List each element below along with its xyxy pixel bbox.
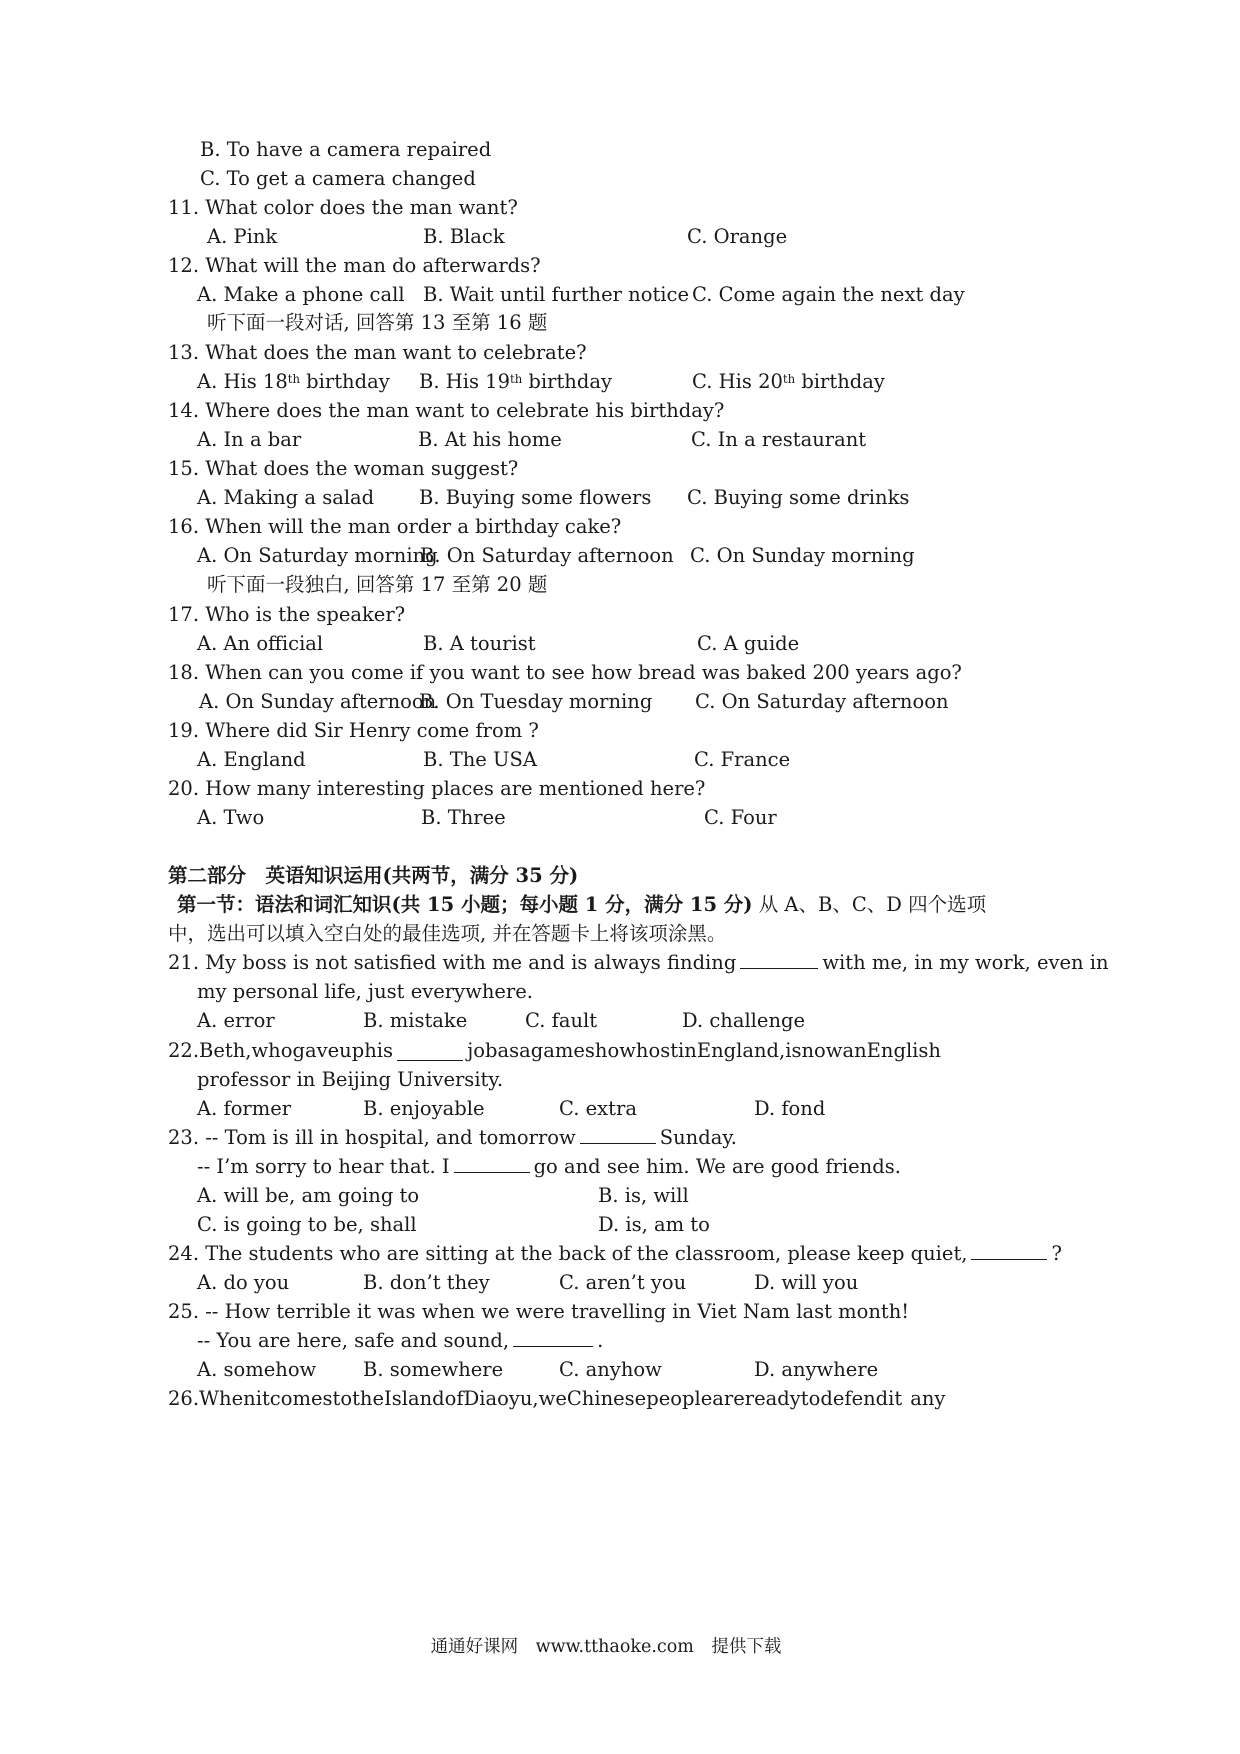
q16-stem: 16. When will the man order a birthday cake? [168,515,622,538]
q11-option-c: C. Orange [687,225,788,248]
q14-option-b: B. At his home [418,428,562,451]
q22-option-b: B. enjoyable [363,1097,485,1120]
q23-option-a: A. will be, am going to [197,1184,420,1207]
q15-option-b: B. Buying some flowers [419,486,652,509]
q19-stem: 19. Where did Sir Henry come from ? [168,719,539,742]
q12-stem: 12. What will the man do afterwards? [168,254,541,277]
q23-blank-1 [580,1142,656,1144]
q16-option-b: B. On Saturday afternoon [420,544,674,567]
q25-option-c: C. anyhow [559,1358,662,1381]
q15-option-c: C. Buying some drinks [687,486,910,509]
q12-option-b: B. Wait until further notice [423,283,689,306]
q13-stem: 13. What does the man want to celebrate? [168,341,587,364]
q23-line1: 23. -- Tom is ill in hospital, and tomorrow Sunday. [168,1126,737,1149]
q24-option-a: A. do you [197,1271,290,1294]
q13-option-b: B. His 19th birthday [419,370,612,393]
q24-option-b: B. don’t they [363,1271,490,1294]
q22-option-d: D. fond [754,1097,826,1120]
q17-option-a: A. An official [197,632,324,655]
q18-stem: 18. When can you come if you want to see how bread was baked 200 years ago? [168,661,962,684]
part-two-heading: 第二部分 英语知识运用(共两节，满分 35 分) [168,864,579,887]
q22-stem-line2: professor in Beijing University. [197,1068,504,1091]
q19-option-c: C. France [694,748,791,771]
instruction-13-16: 听下面一段对话, 回答第 13 至第 16 题 [207,311,548,334]
q23-option-c: C. is going to be, shall [197,1213,417,1236]
q14-stem: 14. Where does the man want to celebrate his birthday? [168,399,725,422]
q10-option-c: C. To get a camera changed [200,167,476,190]
q14-option-a: A. In a bar [197,428,302,451]
q22-blank [397,1059,463,1061]
q11-option-a: A. Pink [207,225,278,248]
q24-option-d: D. will you [754,1271,859,1294]
q24-blank [971,1258,1047,1260]
q19-option-b: B. The USA [423,748,537,771]
q25-line2: -- You are here, safe and sound, . [197,1329,604,1352]
q12-option-c: C. Come again the next day [692,283,965,306]
q25-option-b: B. somewhere [363,1358,504,1381]
q18-option-b: B. On Tuesday morning [419,690,653,713]
q19-option-a: A. England [197,748,306,771]
q11-option-b: B. Black [423,225,505,248]
q18-option-a: A. On Sunday afternoon [199,690,437,713]
q18-option-c: C. On Saturday afternoon [695,690,949,713]
q11-stem: 11. What color does the man want? [168,196,518,219]
q22-stem: 22. Beth, who gave up his job as a game show host in England, is now an English [168,1039,941,1062]
q16-option-c: C. On Sunday morning [690,544,915,567]
q15-option-a: A. Making a salad [197,486,375,509]
q17-option-b: B. A tourist [423,632,536,655]
q21-option-d: D. challenge [682,1009,806,1032]
q21-option-b: B. mistake [363,1009,468,1032]
q23-option-b: B. is, will [598,1184,689,1207]
q25-option-a: A. somehow [197,1358,317,1381]
section-one-instruction-cont: 中，选出可以填入空白处的最佳选项, 并在答题卡上将该项涂黑。 [168,922,727,945]
q16-option-a: A. On Saturday morning [197,544,438,567]
q21-blank [740,967,818,969]
q24-stem: 24. The students who are sitting at the back of the classroom, please keep quiet, ? [168,1242,1062,1265]
q17-stem: 17. Who is the speaker? [168,603,406,626]
q21-stem: 21. My boss is not satisfied with me and is always finding with me, in my work, even in [168,951,1109,974]
q25-option-d: D. anywhere [754,1358,879,1381]
q23-option-d: D. is, am to [598,1213,710,1236]
section-one-instruction: 第一节：语法和词汇知识(共 15 小题；每小题 1 分，满分 15 分) 从 A、B、C、D 四个选项 [177,893,987,916]
q23-blank-2 [454,1171,530,1173]
q20-option-a: A. Two [197,806,265,829]
q25-blank [513,1345,593,1347]
page-footer: 通通好课网 www.tthaoke.com 提供下载 [430,1637,782,1657]
q21-option-a: A. error [197,1009,275,1032]
q20-stem: 20. How many interesting places are mentioned here? [168,777,706,800]
q25-line1: 25. -- How terrible it was when we were travelling in Viet Nam last month! [168,1300,910,1323]
instruction-17-20: 听下面一段独白, 回答第 17 至第 20 题 [207,573,548,596]
q21-stem-line2: my personal life, just everywhere. [197,980,533,1003]
q20-option-c: C. Four [704,806,777,829]
q22-option-c: C. extra [559,1097,637,1120]
q17-option-c: C. A guide [697,632,800,655]
q14-option-c: C. In a restaurant [691,428,867,451]
q23-line2: -- I’m sorry to hear that. I go and see him. We are good friends. [197,1155,901,1178]
q21-option-c: C. fault [525,1009,598,1032]
q13-option-a: A. His 18th birthday [197,370,390,393]
q24-option-c: C. aren’t you [559,1271,687,1294]
q10-option-b: B. To have a camera repaired [200,138,492,161]
q15-stem: 15. What does the woman suggest? [168,457,519,480]
q20-option-b: B. Three [421,806,506,829]
q12-option-a: A. Make a phone call [197,283,405,306]
q13-option-c: C. His 20th birthday [692,370,885,393]
q26-stem: 26. When it comes to the Island of Diaoyu, we Chinese people are ready to defend it any [168,1387,946,1410]
q22-option-a: A. former [197,1097,292,1120]
